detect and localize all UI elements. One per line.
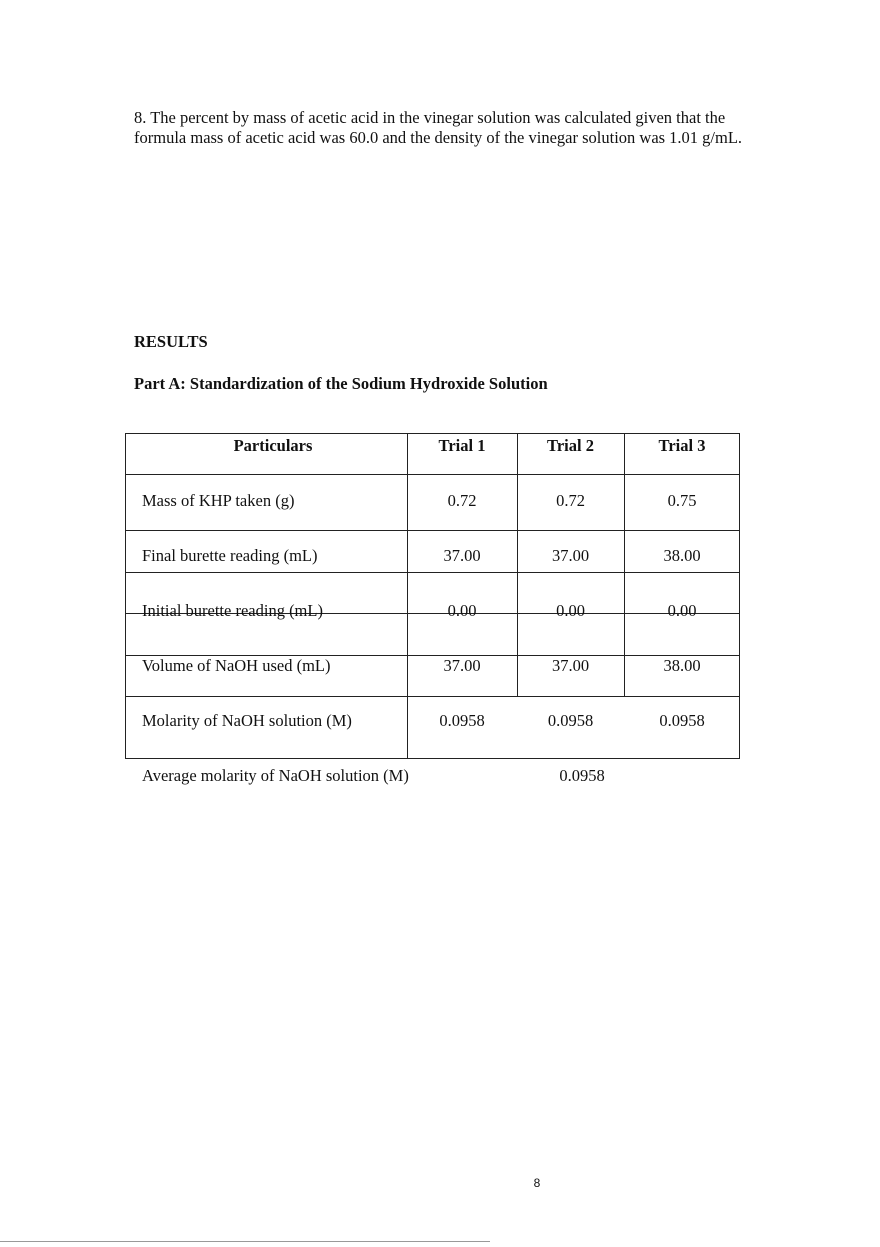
- row-label-initial-burette: Initial burette reading (mL): [142, 601, 323, 620]
- header-trial-3: Trial 3: [658, 436, 706, 455]
- footer-rule: [0, 1241, 490, 1242]
- table-rule: [125, 530, 740, 531]
- page-number: 8: [533, 1176, 541, 1190]
- cell-value: 0.0958: [439, 711, 485, 730]
- partA-heading: Part A: Standardization of the Sodium Hydroxide Solution: [134, 374, 548, 393]
- cell-value: 0.00: [447, 601, 477, 620]
- intro-paragraph: 8. The percent by mass of acetic acid in the vinegar solution was calculated given that the formula mass of acetic acid was 60.0 and the density of the vinegar solution was 1.01 g/mL.: [134, 108, 743, 147]
- standardization-table: [125, 433, 740, 758]
- row-label-final-burette: Final burette reading (mL): [142, 546, 318, 565]
- header-trial-2: Trial 2: [547, 436, 594, 455]
- row-label-naoh-molarity: Molarity of NaOH solution (M): [142, 711, 352, 730]
- cell-value: 0.75: [667, 491, 697, 510]
- cell-value: 0.72: [447, 491, 477, 510]
- row-label-naoh-volume: Volume of NaOH used (mL): [142, 656, 331, 675]
- cell-value: 37.00: [551, 546, 590, 565]
- cell-value: 38.00: [663, 546, 701, 565]
- average-molarity-label: Average molarity of NaOH solution (M): [142, 766, 409, 785]
- cell-value: 0.72: [556, 491, 585, 510]
- table-rule: [125, 758, 740, 759]
- row-label-khp-mass: Mass of KHP taken (g): [142, 491, 295, 510]
- cell-value: 0.0958: [659, 711, 705, 730]
- results-heading: RESULTS: [134, 332, 208, 351]
- table-rule: [739, 433, 740, 758]
- table-rule: [125, 572, 740, 573]
- cell-value: 0.00: [667, 601, 697, 620]
- cell-value: 37.00: [443, 656, 481, 675]
- header-particulars: Particulars: [233, 436, 313, 455]
- table-rule: [125, 474, 740, 475]
- table-rule: [407, 433, 408, 758]
- cell-value: 37.00: [551, 656, 590, 675]
- table-rule: [125, 433, 740, 434]
- table-rule: [125, 433, 126, 758]
- cell-value: 0.0958: [547, 711, 594, 730]
- cell-value: 38.00: [663, 656, 701, 675]
- table-rule: [125, 696, 740, 697]
- average-molarity-value: 0.0958: [559, 766, 605, 785]
- cell-value: 0.00: [556, 601, 585, 620]
- cell-value: 37.00: [443, 546, 481, 565]
- header-trial-1: Trial 1: [438, 436, 486, 455]
